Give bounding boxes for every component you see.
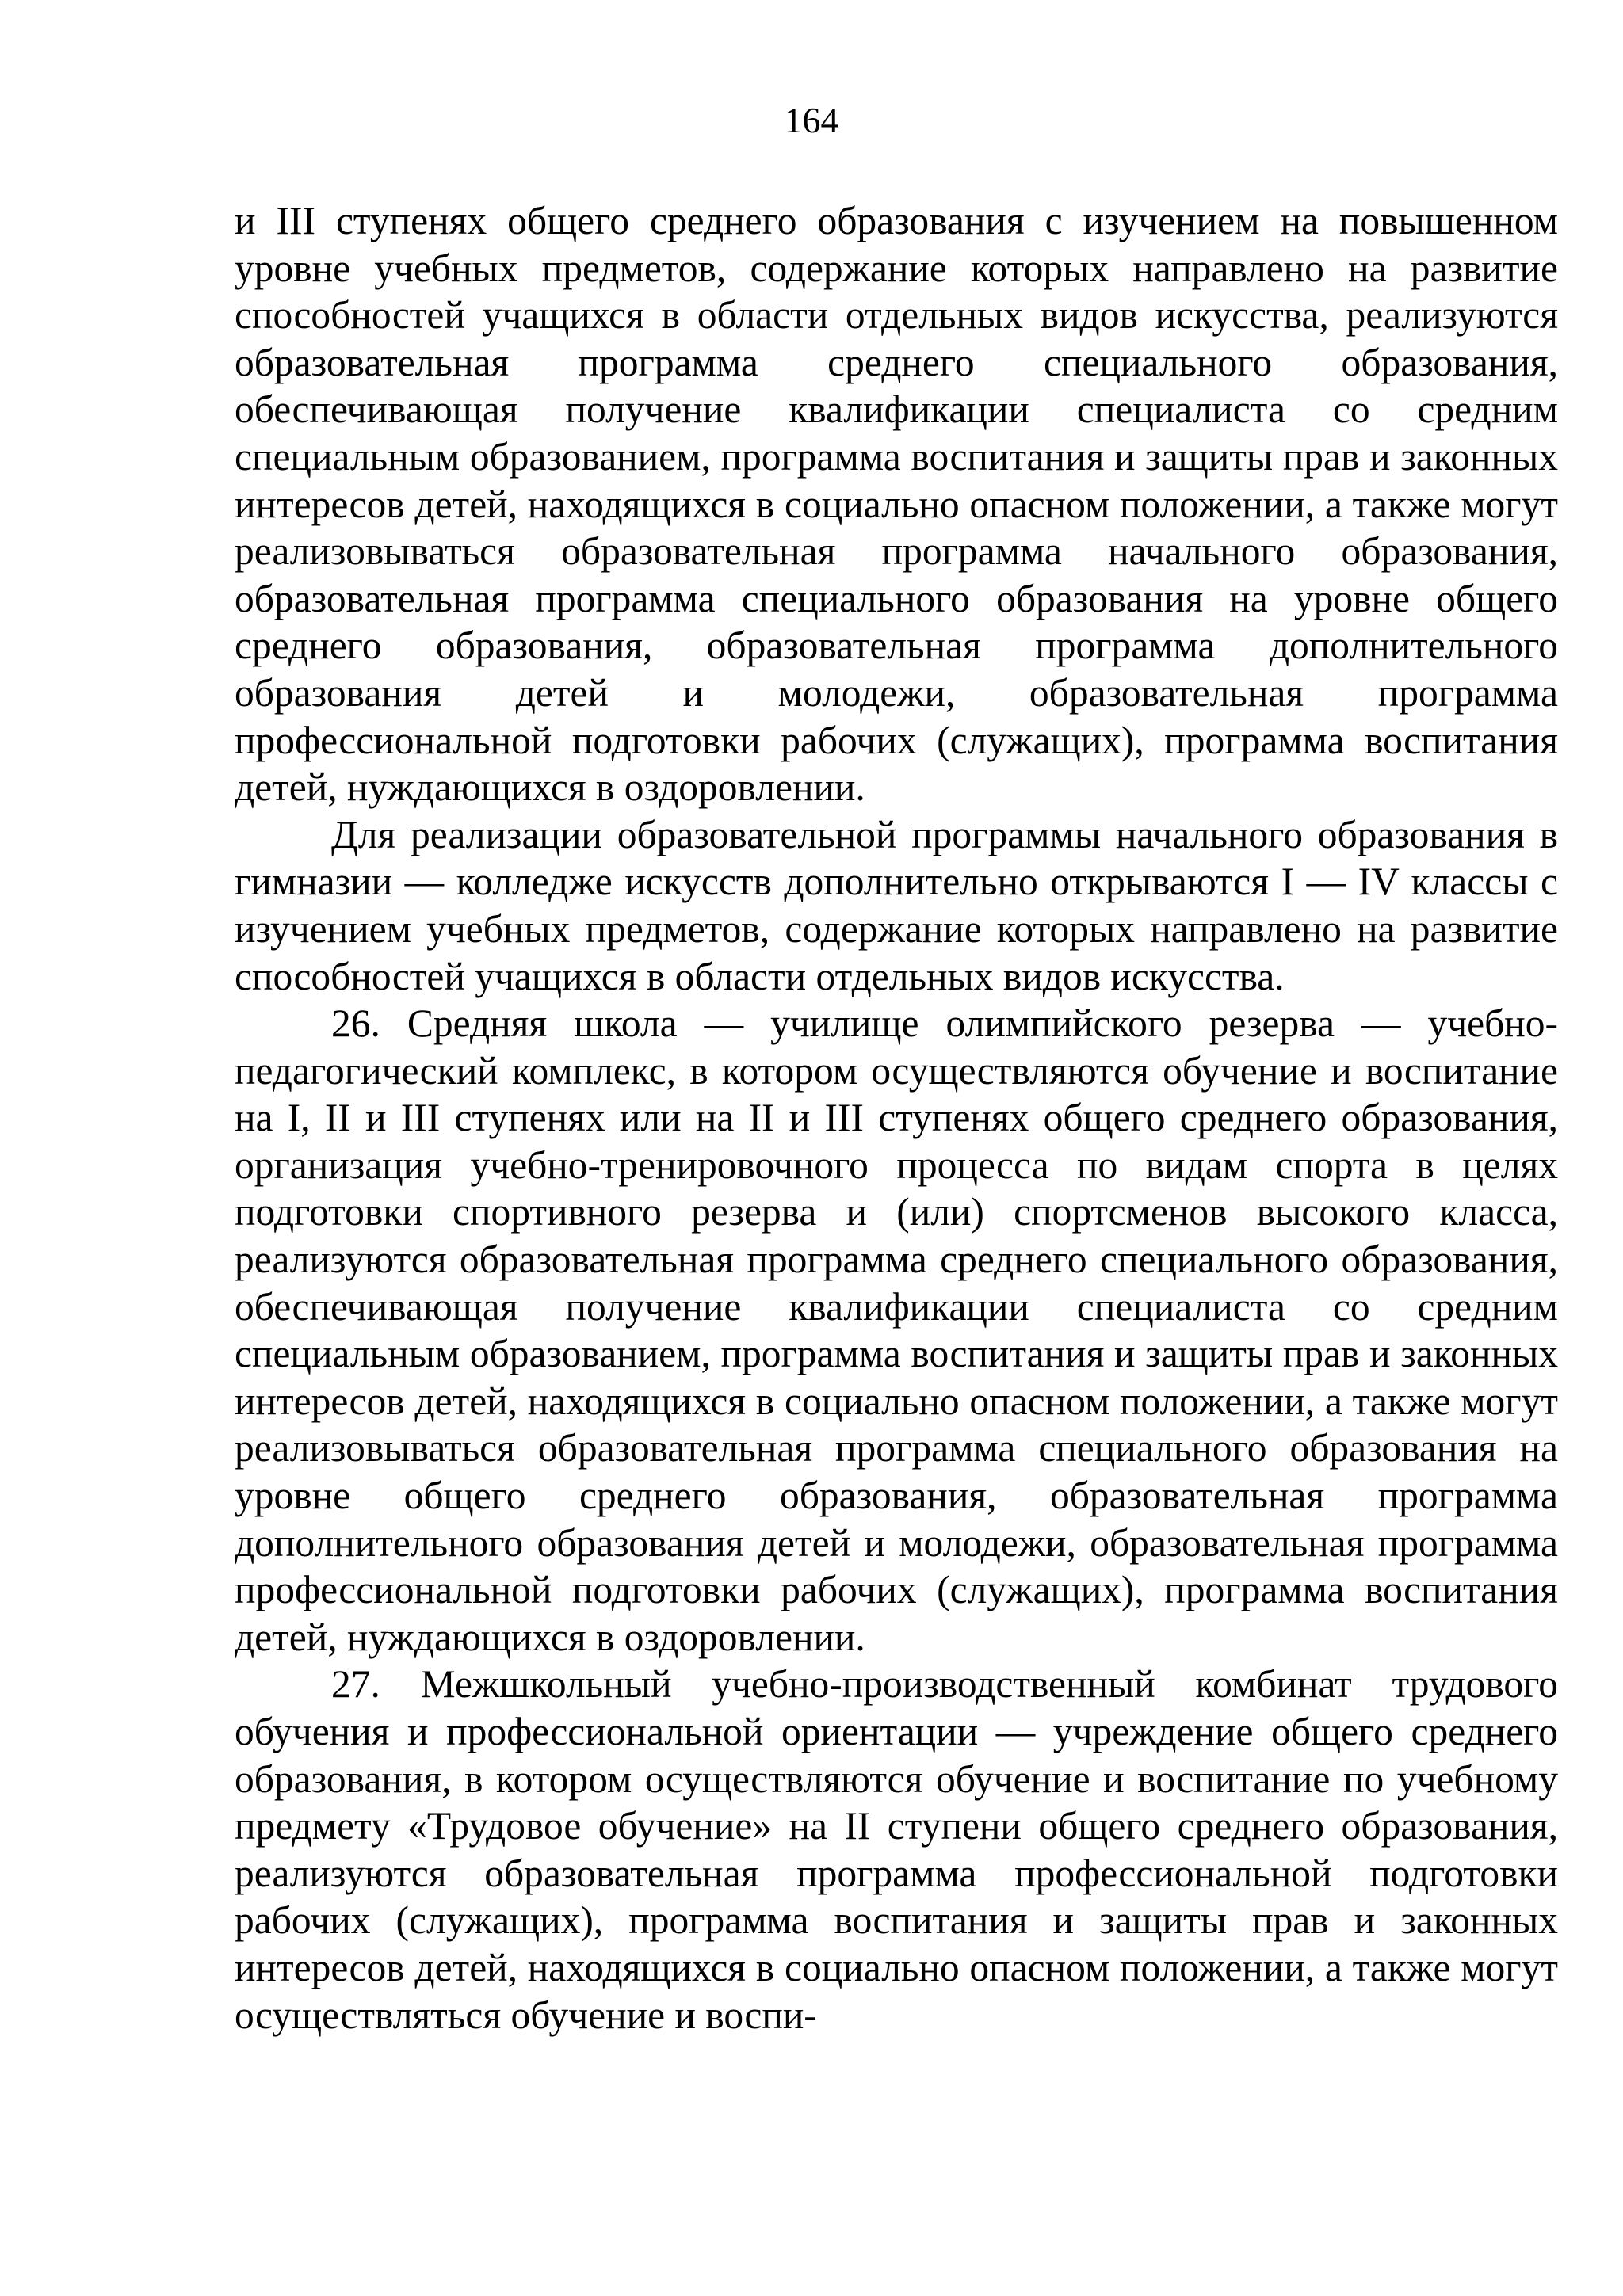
paragraph-gymnasium-college: Для реализации образовательной программы начального образования в гимназии — колледже искусств дополнительно открываются I — IV классы с изучением учебных предметов, содержание которых направлено на развитие способностей учащихся в области отдельных видов искусства. (235, 812, 1558, 998)
paragraph-item-26: 26. Средняя школа — училище олимпийского резерва — учебно-педагогический комплекс, в котором осуществляются обучение и воспитание на I, II и III ступенях или на II и III ступенях общего среднего образования, организация учебно-тренировочного процесса по видам спорта в целях подготовки спортивного резерва и (или) спортсменов высокого класса, реализуются образовательная программа среднего специального образования, обеспечивающая получение квалификации специалиста со средним специальным образованием, программа воспитания и защиты прав и законных интересов детей, находящихся в социально опасном положении, а также могут реализовываться образовательная программа специального образования на уровне общего среднего образования, образовательная программа дополнительного образования детей и молодежи, образовательная программа профессиональной подготовки рабочих (служащих), программа воспитания детей, нуждающихся в оздоровлении. (235, 1001, 1558, 1659)
page-number: 164 (784, 100, 839, 140)
paragraph-item-27: 27. Межшкольный учебно-производственный комбинат трудового обучения и профессиональной ориентации — учреждение общего среднего образования, в котором осуществляются обучение и воспитание по учебному предмету «Трудовое обучение» на II ступени общего среднего образования, реализуются образовательная программа профессиональной подготовки рабочих (служащих), программа воспитания и защиты прав и законных интересов детей, находящихся в социально опасном положении, а также могут осуществляться обучение и воспи- (235, 1662, 1558, 2037)
paragraph-continuation: и III ступенях общего среднего образования с изучением на повышенном уровне учебных предметов, содержание которых направлено на развитие способностей учащихся в области отдельных видов искусства, реализуются образовательная программа среднего специального образования, обеспечивающая получение квалификации специалиста со средним специальным образованием, программа воспитания и защиты прав и законных интересов детей, находящихся в социально опасном положении, а также могут реализовываться образовательная программа начального образования, образовательная программа специального образования на уровне общего среднего образования, образовательная программа дополнительного образования детей и молодежи, образовательная программа профессиональной подготовки рабочих (служащих), программа воспитания детей, нуждающихся в оздоровлении. (235, 199, 1558, 810)
document-body (235, 197, 1558, 2039)
